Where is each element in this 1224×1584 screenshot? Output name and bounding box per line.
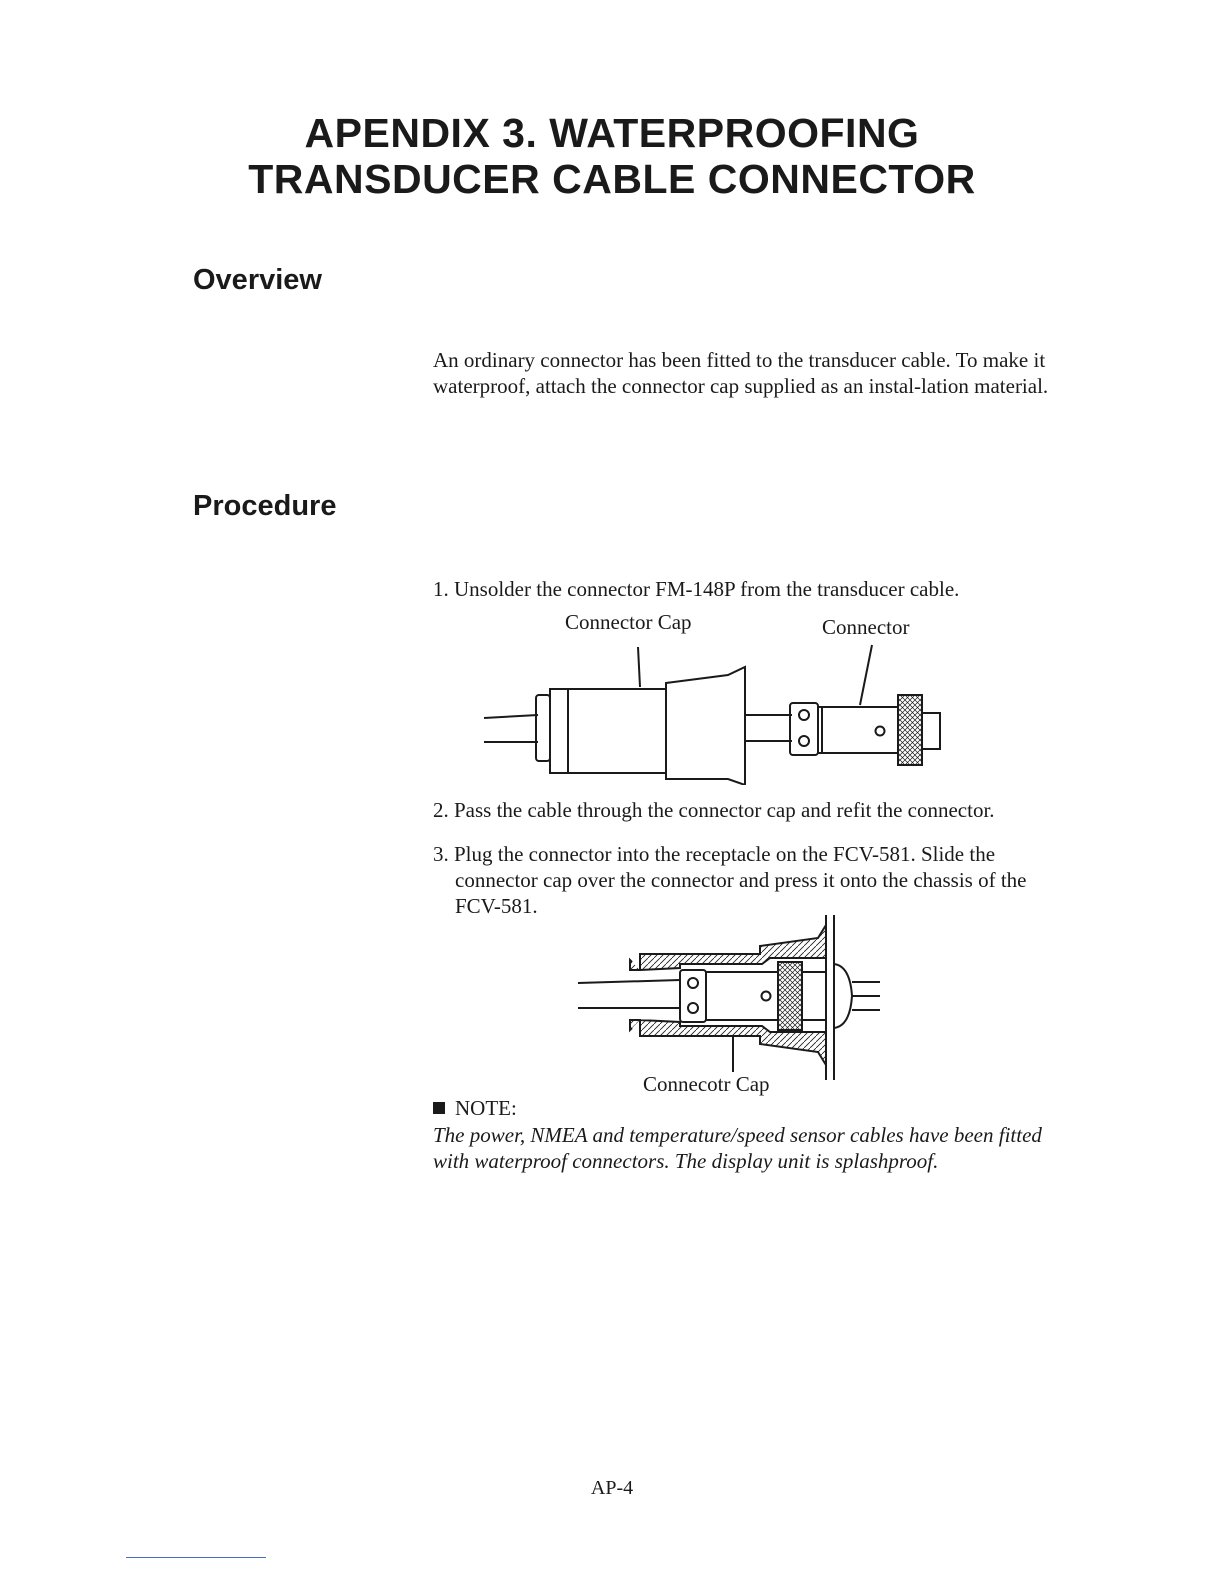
bottom-divider <box>126 1557 266 1558</box>
procedure-step-1: 1. Unsolder the connector FM-148P from the transducer cable. <box>433 577 960 601</box>
page-title-line-2: TRANSDUCER CABLE CONNECTOR <box>248 156 976 202</box>
page-number: AP-4 <box>590 1477 634 1499</box>
figure2-installed-connector-diagram <box>570 910 910 1085</box>
procedure-step-3: 3. Plug the connector into the receptacle on the FCV-581. Slide the connector cap over the connector and press it onto the chassis of the FCV-581. <box>433 842 1027 918</box>
figure2-connector-cap-label: Connecotr Cap <box>643 1072 770 1096</box>
overview-heading: Overview <box>193 264 322 296</box>
figure1-connector-label: Connector <box>822 615 910 639</box>
overview-paragraph: An ordinary connector has been fitted to the transducer cable. To make it waterproof, attach the connector cap supplied as an instal-lation material. <box>433 348 1049 398</box>
procedure-step-2: 2. Pass the cable through the connector cap and refit the connector. <box>433 798 995 822</box>
square-bullet-icon <box>433 1102 445 1114</box>
note-heading-label: NOTE: <box>455 1096 517 1120</box>
procedure-heading: Procedure <box>193 490 337 522</box>
figure1-cable-connector-diagram <box>470 635 960 785</box>
page-title <box>0 110 1224 202</box>
note-heading <box>433 1096 517 1121</box>
page-title-line-1: APENDIX 3. WATERPROOFING <box>304 110 920 156</box>
note-text: The power, NMEA and temperature/speed sensor cables have been fitted with waterproof connectors. The display unit is splashproof. <box>433 1123 1042 1173</box>
figure1-connector-cap-label: Connector Cap <box>565 610 692 634</box>
